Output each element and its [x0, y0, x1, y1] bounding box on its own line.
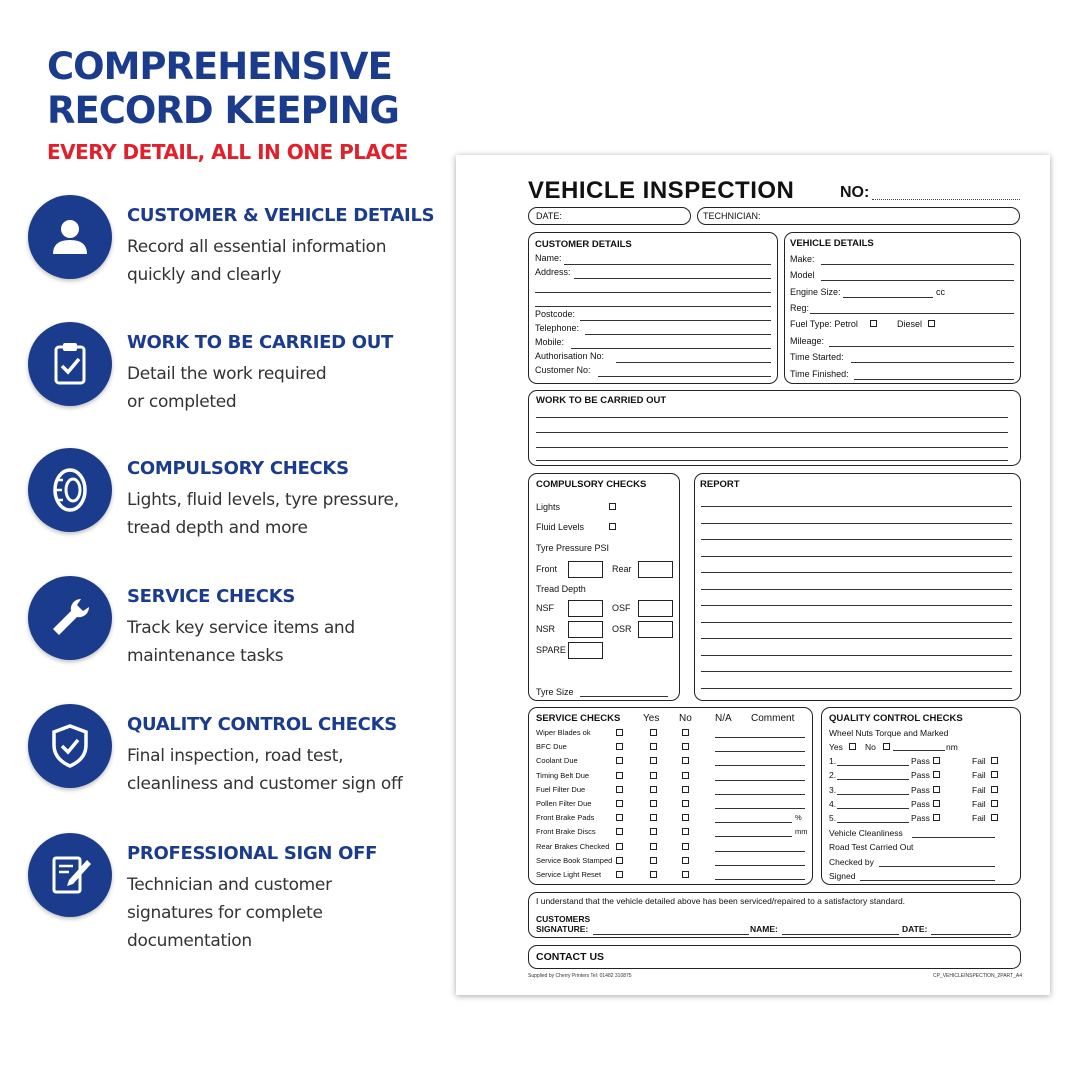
vehicle-model-line[interactable] — [821, 280, 1014, 281]
service-comment-line[interactable] — [715, 751, 805, 752]
service-no-checkbox[interactable] — [650, 828, 657, 835]
service-no-checkbox[interactable] — [650, 843, 657, 850]
service-no-checkbox[interactable] — [650, 729, 657, 736]
customer-field-label: Telephone: — [535, 323, 580, 333]
service-yes-checkbox[interactable] — [616, 871, 623, 878]
feature-description: Final inspection, road test, cleanliness and customer sign off — [127, 746, 403, 794]
customer-telephone-line[interactable] — [585, 334, 771, 335]
declaration-section: I understand that the vehicle detailed above has been serviced/repaired to a satisfactory standard. CUSTOMERS SIGNATURE: NAME: DATE: — [528, 892, 1021, 938]
qc-pass-label: Pass — [911, 756, 930, 766]
osr-tread-box[interactable] — [638, 621, 673, 638]
service-na-checkbox[interactable] — [682, 843, 689, 850]
service-comment-line[interactable] — [715, 865, 805, 866]
service-no-checkbox[interactable] — [650, 772, 657, 779]
qc-row-line[interactable] — [837, 808, 909, 809]
work-line[interactable] — [536, 447, 1008, 448]
qc-row-number: 2. — [829, 770, 837, 781]
service-item-label: BFC Due — [536, 742, 567, 752]
qc-fail-checkbox[interactable] — [991, 771, 998, 778]
feature-quality — [28, 704, 438, 814]
service-comment-line[interactable] — [715, 780, 805, 781]
service-na-checkbox[interactable] — [682, 786, 689, 793]
clipboard-check-icon — [28, 322, 112, 406]
feature-service — [28, 576, 438, 686]
customer-address-line[interactable] — [574, 278, 771, 279]
mileage-line[interactable] — [829, 346, 1014, 347]
date-field[interactable]: DATE: — [528, 207, 691, 225]
work-line[interactable] — [536, 417, 1008, 418]
qc-pass-checkbox[interactable] — [933, 800, 940, 807]
work-line[interactable] — [536, 460, 1008, 461]
service-comment-line[interactable] — [715, 808, 805, 809]
engine-size-line[interactable] — [843, 297, 933, 298]
reg-line[interactable] — [810, 313, 1014, 314]
torque-value-line[interactable] — [893, 750, 945, 751]
service-item-label: Wiper Blades ok — [536, 728, 591, 737]
service-comment-line[interactable] — [715, 836, 792, 837]
report-section — [694, 473, 1021, 701]
service-comment-line[interactable] — [715, 737, 805, 738]
feature-title: CUSTOMER & VEHICLE DETAILS — [127, 205, 435, 226]
feature-description: Record all essential information quickly and clearly — [127, 237, 387, 285]
sign-date-line[interactable] — [931, 934, 1011, 935]
service-yes-checkbox[interactable] — [616, 757, 623, 764]
service-item-label: Pollen Filter Due — [536, 799, 592, 808]
service-yes-checkbox[interactable] — [616, 772, 623, 779]
report-line[interactable] — [701, 572, 1012, 573]
feature-description: Detail the work required or completed — [127, 364, 327, 412]
footer-code: CP_VEHICLEINSPECTION_2PART_A4 — [932, 973, 1022, 979]
customer-field-label: Address: — [535, 267, 571, 277]
service-no-checkbox[interactable] — [650, 757, 657, 764]
service-na-checkbox[interactable] — [682, 772, 689, 779]
service-yes-checkbox[interactable] — [616, 828, 623, 835]
customer-address-line[interactable] — [535, 306, 771, 307]
report-line[interactable] — [701, 589, 1012, 590]
wheel-nuts-no-checkbox[interactable] — [883, 743, 890, 750]
customer-field-label: Authorisation No: — [535, 351, 605, 361]
qc-pass-label: Pass — [911, 770, 930, 781]
feature-compulsory — [28, 448, 438, 558]
section-header: CUSTOMER DETAILS — [535, 239, 632, 250]
qc-pass-label: Pass — [911, 813, 930, 824]
vehicle-make-line[interactable] — [821, 264, 1014, 265]
petrol-checkbox[interactable] — [870, 320, 877, 327]
qc-fail-label: Fail — [972, 756, 986, 766]
customer-field-label: Mobile: — [535, 337, 565, 347]
feature-title: COMPULSORY CHECKS — [127, 458, 349, 479]
service-comment-line[interactable] — [715, 822, 792, 823]
qc-fail-checkbox[interactable] — [991, 814, 998, 821]
customer-authorisation-line[interactable] — [616, 362, 771, 363]
qc-fail-checkbox[interactable] — [991, 786, 998, 793]
service-no-checkbox[interactable] — [650, 814, 657, 821]
report-line[interactable] — [701, 506, 1012, 507]
section-header: COMPULSORY CHECKS — [536, 479, 647, 490]
service-no-checkbox[interactable] — [650, 800, 657, 807]
customer-field-label: Customer No: — [535, 365, 591, 375]
qc-row-line[interactable] — [837, 765, 909, 766]
feature-title: WORK TO BE CARRIED OUT — [127, 332, 394, 353]
qc-row-number: 3. — [829, 784, 837, 795]
service-no-checkbox[interactable] — [650, 786, 657, 793]
time-started-line[interactable] — [851, 362, 1014, 363]
qc-row-line[interactable] — [837, 794, 909, 795]
feature-description: Track key service items and maintenance tasks — [127, 618, 355, 666]
headline-line-2: RECORD KEEPING — [47, 89, 399, 132]
qc-row-line[interactable] — [837, 822, 909, 823]
service-item-label: Service Book Stamped — [536, 855, 613, 865]
qc-row-number: 5. — [829, 813, 837, 824]
qc-fail-checkbox[interactable] — [991, 800, 998, 807]
service-item-label: Front Brake Discs — [536, 827, 596, 837]
report-line[interactable] — [701, 655, 1012, 656]
feature-customer-vehicle — [28, 195, 438, 305]
contact-us-label: CONTACT US — [536, 951, 605, 963]
service-comment-line[interactable] — [715, 765, 805, 766]
report-line[interactable] — [701, 688, 1012, 689]
quality-control-section: QUALITY CONTROL CHECKS Wheel Nuts Torque and Marked Yes No nm 1. Pass Fail 2. Pass Fail 3. Pass Fail 4. Pass Fail 5. Pass Fail Vehicle Cleanliness Road Test Carried Out Checked by Signed — [821, 707, 1021, 885]
section-header: QUALITY CONTROL CHECKS — [829, 713, 963, 724]
service-unit-label: % — [795, 813, 802, 823]
service-yes-checkbox[interactable] — [616, 843, 623, 850]
service-yes-checkbox[interactable] — [616, 814, 623, 821]
service-item-label: Rear Brakes Checked — [536, 841, 610, 851]
section-header: REPORT — [700, 479, 740, 490]
report-line[interactable] — [701, 622, 1012, 623]
service-yes-checkbox[interactable] — [616, 800, 623, 807]
section-header: VEHICLE DETAILS — [790, 238, 874, 249]
cleanliness-line[interactable] — [912, 837, 995, 838]
qc-fail-label: Fail — [972, 798, 986, 809]
service-item-label: Front Brake Pads — [536, 813, 595, 823]
qc-fail-label: Fail — [972, 813, 986, 824]
service-na-checkbox[interactable] — [682, 743, 689, 750]
report-line[interactable] — [701, 671, 1012, 672]
customer-name-line[interactable] — [564, 264, 771, 265]
tyre-icon — [28, 448, 112, 532]
osf-tread-box[interactable] — [638, 600, 673, 617]
customer-mobile-line[interactable] — [571, 348, 771, 349]
form-title: VEHICLE INSPECTION — [528, 177, 795, 204]
qc-pass-checkbox[interactable] — [933, 814, 940, 821]
signed-line[interactable] — [860, 880, 995, 881]
footer-supplier: Supplied by Cherry Printers Tel: 01482 310875 — [528, 973, 632, 979]
service-yes-checkbox[interactable] — [616, 857, 623, 864]
service-na-checkbox[interactable] — [682, 871, 689, 878]
shield-check-icon — [28, 704, 112, 788]
customer-address-line[interactable] — [535, 292, 771, 293]
report-line[interactable] — [701, 539, 1012, 540]
signature-pen-icon — [28, 833, 112, 917]
customer-number-line[interactable] — [598, 376, 771, 377]
qc-row-number: 4. — [829, 798, 837, 809]
service-no-checkbox[interactable] — [650, 743, 657, 750]
customer-details-section — [528, 232, 778, 384]
declaration-text: I understand that the vehicle detailed above has been serviced/repaired to a satisfactory standard. — [536, 896, 906, 906]
feature-description: Technician and customer signatures for complete documentation — [127, 875, 332, 951]
work-section — [528, 390, 1021, 466]
front-pressure-box[interactable] — [568, 561, 603, 578]
vehicle-details-section: VEHICLE DETAILS Make: Model Engine Size: cc Reg: Fuel Type: Petrol Diesel Mileage: Time Started: Time Finished: — [784, 232, 1021, 384]
service-comment-line[interactable] — [715, 794, 805, 795]
service-item-label: Fuel Filter Due — [536, 784, 586, 794]
feature-title: PROFESSIONAL SIGN OFF — [127, 843, 378, 864]
report-line[interactable] — [701, 556, 1012, 557]
service-no-checkbox[interactable] — [650, 871, 657, 878]
qc-pass-checkbox[interactable] — [933, 771, 940, 778]
qc-row-number: 1. — [829, 756, 837, 766]
nsr-tread-box[interactable] — [568, 621, 603, 638]
service-checks-section: SERVICE CHECKS Yes No N/A Comment Wiper Blades ok BFC Due Coolant Due Timing Belt Due Fuel Filter Due Pollen Filter Due Front Brake Pads % Front Brake Discs mm Rear Brakes Checked Service Book Stamped Service Light Reset — [528, 707, 813, 885]
service-na-checkbox[interactable] — [682, 800, 689, 807]
person-icon — [28, 195, 112, 279]
qc-fail-label: Fail — [972, 784, 986, 795]
service-na-checkbox[interactable] — [682, 828, 689, 835]
feature-title: QUALITY CONTROL CHECKS — [127, 714, 397, 735]
section-header: SERVICE CHECKS — [536, 713, 621, 724]
service-item-label: Coolant Due — [536, 756, 578, 766]
service-comment-line[interactable] — [715, 851, 805, 852]
qc-fail-label: Fail — [972, 770, 986, 781]
contact-section — [528, 945, 1021, 969]
rear-pressure-box[interactable] — [638, 561, 673, 578]
promo-panel — [0, 0, 450, 1080]
qc-pass-label: Pass — [911, 784, 930, 795]
feature-work — [28, 322, 438, 432]
service-yes-checkbox[interactable] — [616, 743, 623, 750]
wheel-nuts-yes-checkbox[interactable] — [849, 743, 856, 750]
qc-row-line[interactable] — [837, 779, 909, 780]
nsf-tread-box[interactable] — [568, 600, 603, 617]
checked-by-line[interactable] — [879, 866, 995, 867]
qc-pass-checkbox[interactable] — [933, 786, 940, 793]
report-line[interactable] — [701, 605, 1012, 606]
qc-pass-checkbox[interactable] — [933, 757, 940, 764]
section-header: WORK TO BE CARRIED OUT — [536, 395, 667, 406]
customer-postcode-line[interactable] — [580, 320, 771, 321]
qc-pass-label: Pass — [911, 798, 930, 809]
service-na-checkbox[interactable] — [682, 814, 689, 821]
inspection-form — [456, 155, 1050, 995]
service-na-checkbox[interactable] — [682, 857, 689, 864]
form-number-field[interactable] — [872, 199, 1020, 200]
fluid-levels-checkbox[interactable] — [609, 523, 616, 530]
compulsory-checks-section: COMPULSORY CHECKS Lights Fluid Levels Tyre Pressure PSI Front Rear Tread Depth NSF OSF NSR OSR SPARE Tyre Size — [528, 473, 680, 701]
customer-field-label: Name: — [535, 253, 562, 263]
headline-line-1: COMPREHENSIVE — [47, 45, 392, 88]
tyre-size-line[interactable] — [580, 696, 668, 697]
service-na-checkbox[interactable] — [682, 729, 689, 736]
service-yes-checkbox[interactable] — [616, 729, 623, 736]
service-na-checkbox[interactable] — [682, 757, 689, 764]
lights-checkbox[interactable] — [609, 503, 616, 510]
service-unit-label: mm — [795, 827, 808, 837]
technician-field[interactable]: TECHNICIAN: — [697, 207, 1020, 225]
service-item-label: Timing Belt Due — [536, 770, 590, 780]
service-no-checkbox[interactable] — [650, 857, 657, 864]
feature-sign-off — [28, 833, 438, 951]
form-number-label: NO: — [840, 184, 870, 201]
customer-signature-line[interactable] — [593, 934, 749, 935]
feature-description: Lights, fluid levels, tyre pressure, tread depth and more — [127, 490, 399, 538]
feature-title: SERVICE CHECKS — [127, 586, 296, 607]
wrench-icon — [28, 576, 112, 660]
tagline: EVERY DETAIL, ALL IN ONE PLACE — [47, 140, 408, 164]
service-comment-line[interactable] — [715, 879, 805, 880]
diesel-checkbox[interactable] — [928, 320, 935, 327]
qc-fail-checkbox[interactable] — [991, 757, 998, 764]
report-line[interactable] — [701, 523, 1012, 524]
work-line[interactable] — [536, 432, 1008, 433]
time-finished-line[interactable] — [854, 379, 1014, 380]
report-line[interactable] — [701, 638, 1012, 639]
customer-name-line[interactable] — [782, 934, 899, 935]
spare-tread-box[interactable] — [568, 642, 603, 659]
service-item-label: Service Light Reset — [536, 870, 602, 879]
service-yes-checkbox[interactable] — [616, 786, 623, 793]
customer-field-label: Postcode: — [535, 309, 576, 319]
